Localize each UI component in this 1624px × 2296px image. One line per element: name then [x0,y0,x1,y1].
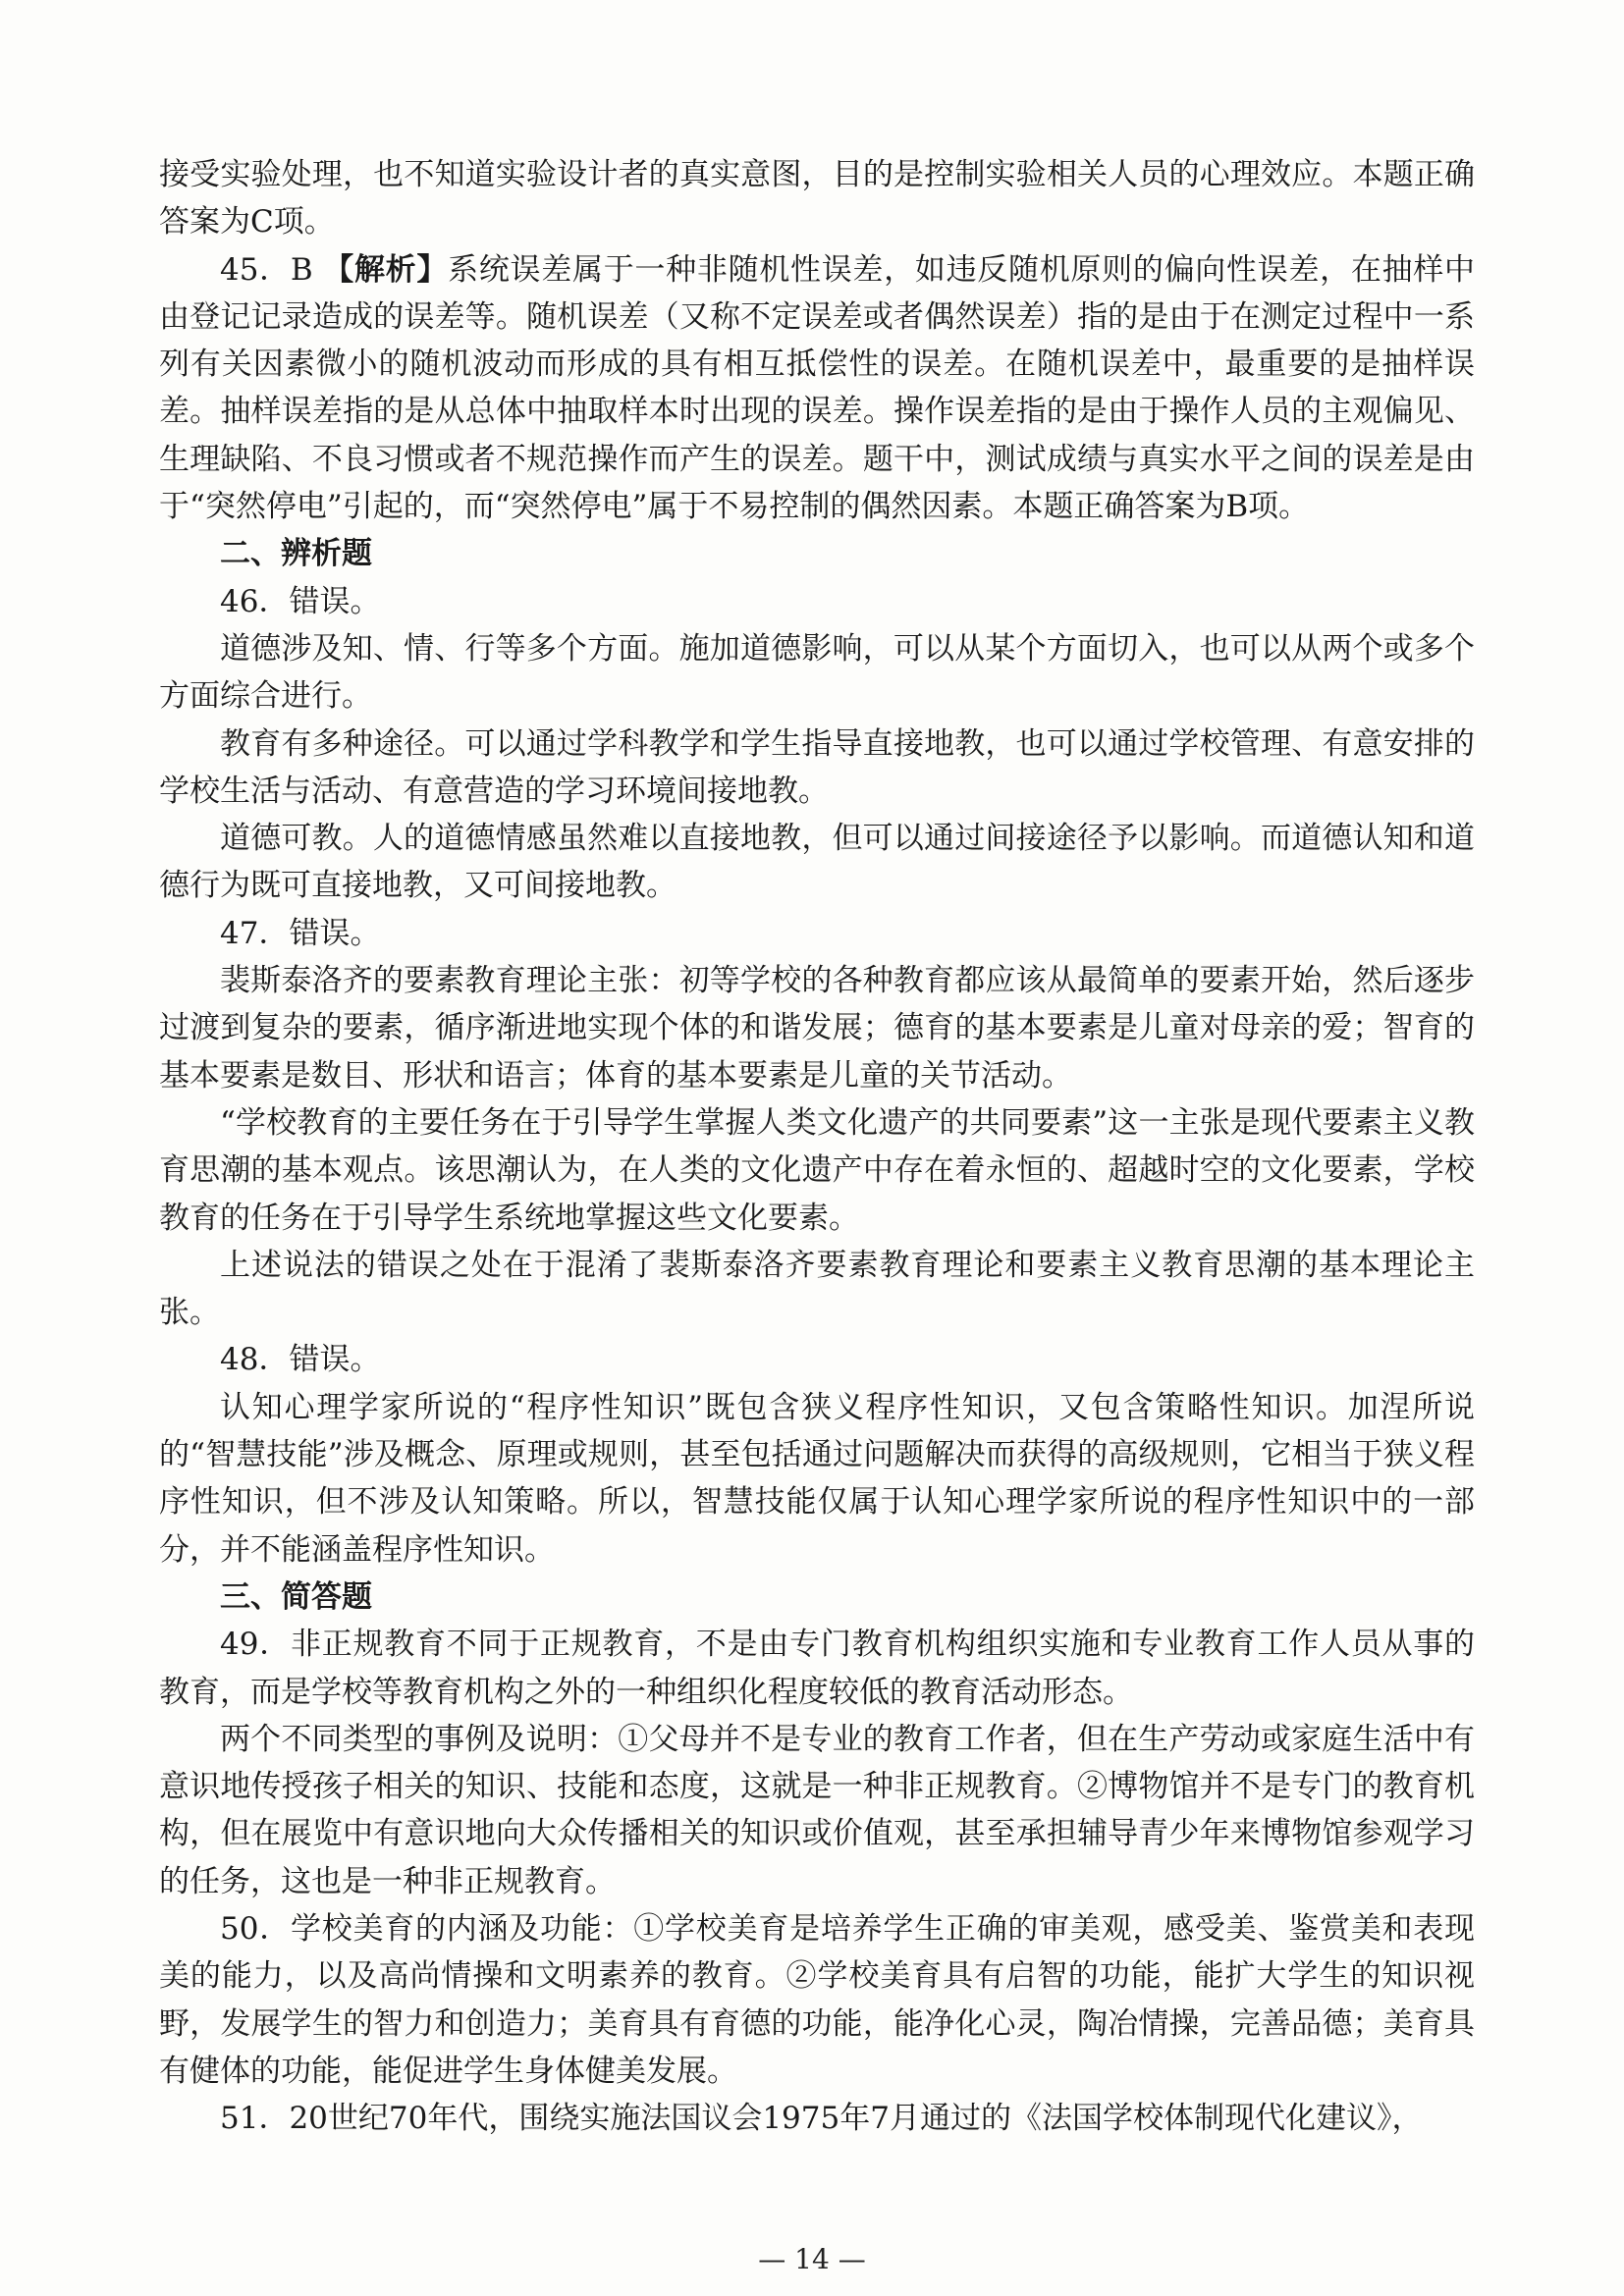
answer-48-point-1: 认知心理学家所说的“程序性知识”既包含狭义程序性知识，又包含策略性知识。加涅所说的“智慧技能”涉及概念、原理或规则，甚至包括通过问题解决而获得的高级规则，它相当于狭义程序性知识，但不涉及认知策略。所以，智慧技能仅属于认知心理学家所说的程序性知识中的一部分，并不能涵盖程序性知识。 [159,1389,1475,1568]
answer-50: 50．学校美育的内涵及功能：①学校美育是培养学生正确的审美观，感受美、鉴赏美和表现美的能力，以及高尚情操和文明素养的教育。②学校美育具有启智的功能，能扩大学生的知识视野，发展学生的智力和创造力；美育具有育德的功能，能净化心灵，陶冶情操，完善品德；美育具有健体的功能，能促进学生身体健美发展。 [159,1910,1475,2089]
answer-46-point-2: 教育有多种途径。可以通过学科教学和学生指导直接地教，也可以通过学校管理、有意安排的学校生活与活动、有意营造的学习环境间接地教。 [159,725,1475,809]
analysis-tag: 【解析】 [323,251,449,288]
page-number: — 14 — [758,2243,866,2275]
page-content [159,151,1475,2142]
section-heading-3: 三、简答题 [220,1578,372,1615]
answer-45 [159,246,1475,531]
answer-46-point-3: 道德可教。人的道德情感虽然难以直接地教，但可以通过间接途径予以影响。而道德认知和道德行为既可直接地教，又可间接地教。 [159,821,1475,904]
answer-47-point-2: “学校教育的主要任务在于引导学生掌握人类文化遗产的共同要素”这一主张是现代要素主义教育思潮的基本观点。该思潮认为，在人类的文化遗产中存在着永恒的、超越时空的文化要素，学校教育的任务在于引导学生系统地掌握这些文化要素。 [159,1104,1475,1236]
answer-47-point-1: 裴斯泰洛齐的要素教育理论主张：初等学校的各种教育都应该从最简单的要素开始，然后逐步过渡到复杂的要素，循序渐进地实现个体的和谐发展；德育的基本要素是儿童对母亲的爱；智育的基本要素是数目、形状和语言；体育的基本要素是儿童的关节活动。 [159,963,1475,1094]
answer-45-body: 系统误差属于一种非随机性误差，如违反随机原则的偏向性误差，在抽样中由登记记录造成的误差等。随机误差（又称不定误差或者偶然误差）指的是由于在测定过程中一系列有关因素微小的随机波动而形成的具有相互抵偿性的误差。在随机误差中，最重要的是抽样误差。抽样误差指的是从总体中抽取样本时出现的误差。操作误差指的是由于操作人员的主观偏见、生理缺陷、不良习惯或者不规范操作而产生的误差。题干中，测试成绩与真实水平之间的误差是由于“突然停电”引起的，而“突然停电”属于不易控制的偶然因素。本题正确答案为B项。 [159,251,1476,525]
answer-47-point-3: 上述说法的错误之处在于混淆了裴斯泰洛齐要素教育理论和要素主义教育思潮的基本理论主张。 [159,1247,1475,1331]
answer-48: 48．错误。 [220,1342,381,1378]
answer-51: 51．20世纪70年代，围绕实施法国议会1975年7月通过的《法国学校体制现代化建议》， [220,2101,1423,2137]
answer-46-point-1: 道德涉及知、情、行等多个方面。施加道德影响，可以从某个方面切入，也可以从两个或多个方面综合进行。 [159,630,1475,715]
answer-45-number: 45．B [220,251,313,288]
answer-49-examples: 两个不同类型的事例及说明：①父母并不是专业的教育工作者，但在生产劳动或家庭生活中有意识地传授孩子相关的知识、技能和态度，这就是一种非正规教育。②博物馆并不是专门的教育机构，但在展览中有意识地向大众传播相关的知识或价值观，甚至承担辅导青少年来博物馆参观学习的任务，这也是一种非正规教育。 [159,1721,1475,1899]
section-heading-2: 二、辨析题 [220,536,372,572]
answer-47: 47．错误。 [220,915,381,951]
paragraph-continuation: 接受实验处理，也不知道实验设计者的真实意图，目的是控制实验相关人员的心理效应。本题正确答案为C项。 [159,157,1475,240]
answer-46: 46．错误。 [220,583,381,619]
answer-49: 49．非正规教育不同于正规教育，不是由专门教育机构组织实施和专业教育工作人员从事的教育，而是学校等教育机构之外的一种组织化程度较低的教育活动形态。 [159,1627,1475,1710]
